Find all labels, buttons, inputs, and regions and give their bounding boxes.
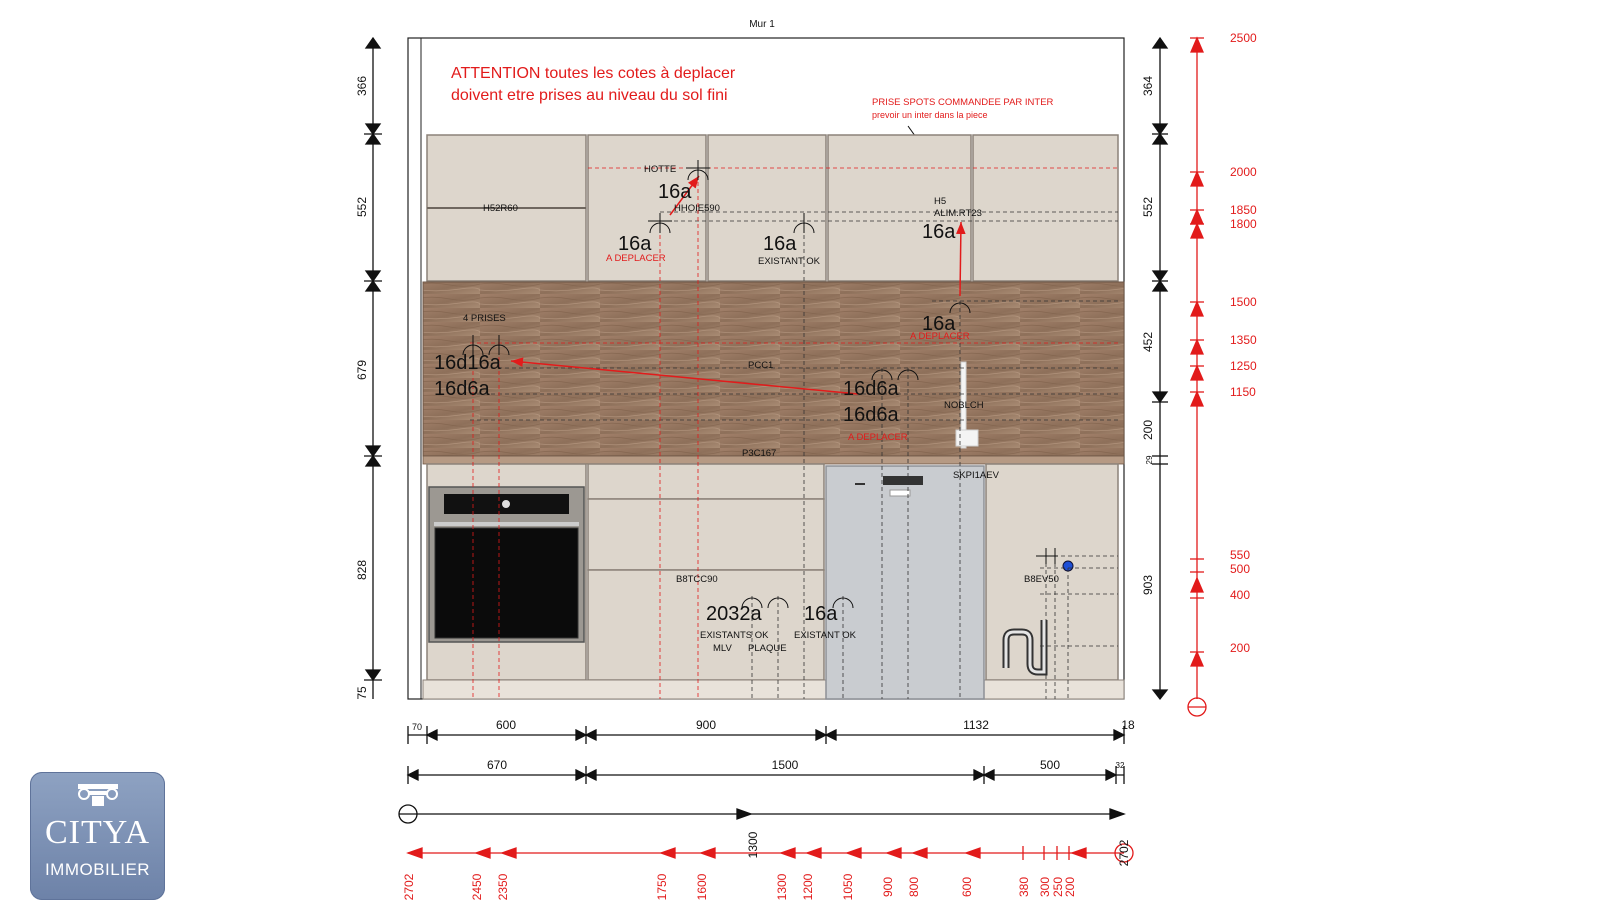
- pos-1600: 1600: [695, 873, 709, 901]
- logo-name: CITYA: [44, 814, 151, 851]
- bottom2-500: 500: [1039, 758, 1061, 772]
- height-scale: [1188, 38, 1206, 716]
- oven: [429, 487, 584, 642]
- socket-hotte: 16a: [658, 181, 692, 203]
- label-h5: H5: [934, 196, 947, 207]
- bottom-dimension-row2: [408, 766, 1124, 784]
- pos-600: 600: [960, 876, 974, 898]
- socket-prises-row2: 16d6a: [434, 378, 490, 400]
- socket-mlv-plaque: 2032a: [706, 603, 762, 625]
- right-dim-29: 29: [1145, 455, 1154, 465]
- socket-existant: 16a: [763, 233, 797, 255]
- right-dim-452: 452: [1141, 331, 1155, 353]
- bottom1-900: 900: [695, 718, 717, 732]
- label-a-deplacer-mid: A DEPLACER: [910, 331, 970, 342]
- bottom-axis-line: [399, 805, 1124, 823]
- citya-logo: [30, 772, 165, 900]
- label-mlv: MLV: [713, 643, 732, 654]
- bottom-axis-1300: 1300: [746, 831, 760, 859]
- right-dimension-chain: [1152, 38, 1168, 699]
- label-existant-ok-top: EXISTANT OK: [758, 256, 820, 267]
- label-b8ev50: B8EV50: [1024, 574, 1059, 585]
- right-dim-903: 903: [1141, 574, 1155, 596]
- bottom2-670: 670: [486, 758, 508, 772]
- label-skpi: SKPI1AEV: [953, 470, 999, 481]
- left-dim-552: 552: [355, 196, 369, 218]
- label-hhoie: HHOIE590: [674, 203, 720, 214]
- socket-prises-row1: 16d16a: [434, 352, 501, 374]
- attention-note-line1: ATTENTION toutes les cotes à deplacer: [451, 65, 736, 82]
- pos-800: 800: [907, 876, 921, 898]
- right-dim-200: 200: [1141, 419, 1155, 441]
- label-4-prises: 4 PRISES: [463, 313, 506, 324]
- pos-380: 380: [1017, 876, 1031, 898]
- pos-1750: 1750: [655, 873, 669, 901]
- left-dim-828: 828: [355, 559, 369, 581]
- height-1250: 1250: [1230, 359, 1257, 373]
- pos-2350: 2350: [496, 873, 510, 901]
- height-1350: 1350: [1230, 333, 1257, 347]
- socket-hhoie: 16a: [618, 233, 652, 255]
- label-existants-ok: EXISTANTS OK: [700, 630, 769, 641]
- pos-1200: 1200: [801, 873, 815, 901]
- label-p3c: P3C167: [742, 448, 777, 459]
- height-1850: 1850: [1230, 203, 1257, 217]
- socket-right-row2: 16d6a: [843, 404, 899, 426]
- label-plaque: PLAQUE: [748, 643, 787, 654]
- label-pcc1: PCC1: [748, 360, 774, 371]
- label-a-deplacer-low: A DEPLACER: [848, 432, 908, 443]
- pos-300: 300: [1038, 876, 1052, 898]
- height-200: 200: [1230, 641, 1251, 655]
- height-2000: 2000: [1230, 165, 1257, 179]
- height-400: 400: [1230, 588, 1251, 602]
- height-550: 550: [1230, 548, 1251, 562]
- pos-900: 900: [881, 876, 895, 898]
- left-dim-679: 679: [355, 359, 369, 381]
- height-1800: 1800: [1230, 217, 1257, 231]
- label-noblch: NOBLCH: [944, 400, 984, 411]
- label-alim: ALIM.RT23: [934, 208, 982, 219]
- bottom1-70: 70: [411, 722, 423, 732]
- right-dim-364: 364: [1141, 75, 1155, 97]
- pos-250: 250: [1051, 876, 1065, 898]
- label-b8tcc90: B8TCC90: [676, 574, 718, 585]
- bottom2-1500: 1500: [771, 758, 799, 772]
- bottom1-1132: 1132: [963, 718, 989, 732]
- height-500: 500: [1230, 562, 1251, 576]
- relocate-arrow-alim: [960, 222, 961, 296]
- pos-2450: 2450: [470, 873, 484, 901]
- bottom1-18: 18: [1121, 718, 1135, 732]
- backsplash-panel: [423, 282, 1124, 456]
- bottom1-600: 600: [495, 718, 517, 732]
- pos-2702: 2702: [402, 873, 416, 901]
- label-hotte: HOTTE: [644, 164, 677, 175]
- pos-1050: 1050: [841, 873, 855, 901]
- socket-existant-low: 16a: [804, 603, 838, 625]
- left-dim-75: 75: [355, 686, 369, 700]
- socket-right-row1: 16d6a: [843, 378, 899, 400]
- socket-alim: 16a: [922, 221, 956, 243]
- bottom-position-scale: [408, 844, 1133, 862]
- pos-200: 200: [1063, 876, 1077, 898]
- wall-title: Mur 1: [749, 19, 775, 30]
- pos-2702-end: 2702: [1117, 839, 1131, 867]
- right-dim-552: 552: [1141, 196, 1155, 218]
- label-h52r60: H52R60: [483, 203, 518, 214]
- bottom2-32: 32: [1115, 761, 1125, 770]
- column-capital-icon: [76, 782, 120, 808]
- label-existant-ok-bottom: EXISTANT OK: [794, 630, 856, 641]
- spots-note-line2: prevoir un inter dans la piece: [872, 110, 988, 120]
- pos-1300: 1300: [775, 873, 789, 901]
- height-2500: 2500: [1230, 31, 1257, 45]
- spots-note-line1: PRISE SPOTS COMMANDEE PAR INTER: [872, 97, 1054, 108]
- height-1500: 1500: [1230, 295, 1257, 309]
- attention-note-line2: doivent etre prises au niveau du sol fini: [451, 87, 728, 104]
- height-1150: 1150: [1230, 385, 1256, 399]
- logo-subtitle: IMMOBILIER: [44, 860, 151, 879]
- socket-upper-right: 16a: [922, 313, 956, 335]
- left-dim-366: 366: [355, 75, 369, 97]
- label-a-deplacer-top: A DEPLACER: [606, 253, 666, 264]
